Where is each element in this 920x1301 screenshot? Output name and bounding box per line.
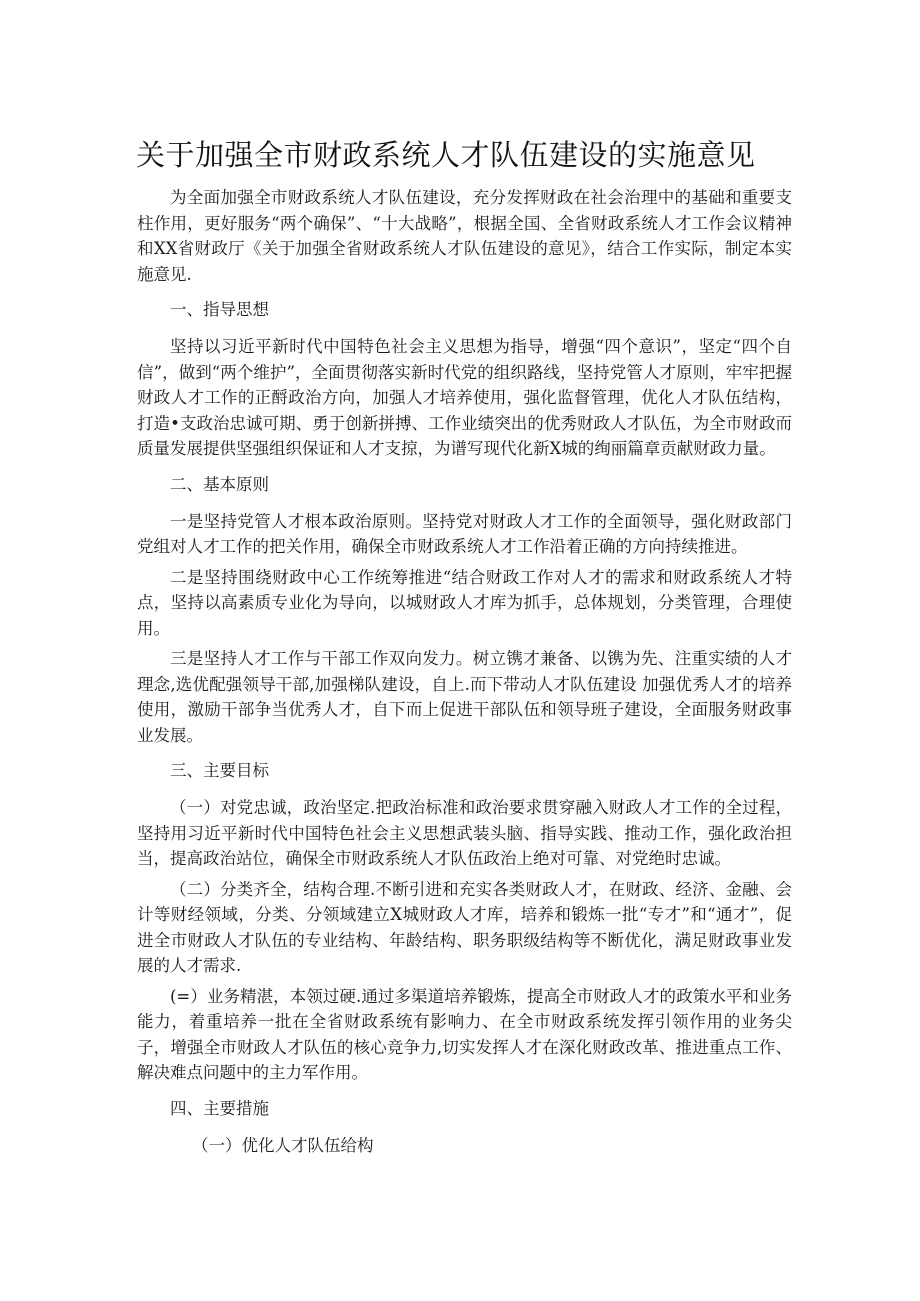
intro-paragraph: 为全面加强全市财政系统人才队伍建设，充分发挥财政在社会治理中的基础和重要支柱作用，更好服务“两个确保”、“十大战略”，根据全国、全省财政系统人才工作会议精神和XX省财政厅《关于加强全省财政系统人才队伍建设的意见》，结合工作实际，制定本实施意见. [137, 188, 792, 284]
goal-paragraph-1: （一）对党忠诚，政治坚定.把政治标准和政治要求贯穿融入财政人才工作的全过程，坚持用习近平新时代中国特色社会主义思想武装头脑、指导实践、推动工作，强化政治担当，提高政治站位，确保全市财政系统人才队伍政治上绝对可靠、对党绝时忠诚。 [137, 798, 792, 868]
measure-subheading-1: （一）优化人才队伍给构 [192, 1135, 374, 1155]
guiding-ideology-paragraph: 坚持以习近平新时代中国特色社会主义思想为指导，增强“四个意识”，坚定“四个自信”，做到“两个维护”，全面贯彻落实新时代党的组织路线，坚持党管人才原则，牢牢把握财政人才工作的正酹政治方向，加强人才培养使用，强化监督管理，优化人才队伍结构，打造•支政治忠诚可期、勇于创新拼搏、工作业绩突出的优秀财政人才队伍，为全市财政而质量发展提供坚强组织保证和人才支掠，为谱写现代化新X城的绚丽篇章贡献财政力量。 [137, 337, 792, 458]
document-title: 关于加强全市财政系统人才队伍建设的实施意见 [136, 138, 756, 172]
goal-paragraph-3: (=）业务精湛，本领过硬.通过多渠道培养锻炼，提高全市财政人才的政策水平和业务能力，着重培养一批在全省财政系统有影响力、在全市财政系统发挥引领作用的业务尖子，增强全市财政人才队伍的核心竞争力,切实发挥人才在深化财政改革、推进重点工作、解决难点问题中的主力军作用。 [137, 986, 792, 1082]
section-heading-basic-principles: 二、基本原则 [170, 474, 269, 494]
section-heading-guiding-ideology: 一、指导思想 [170, 300, 269, 319]
goal-paragraph-2: （二）分类齐全，结构合理.不断引进和充实各类财政人才，在财政、经济、金融、会计等财经领域，分类、分领域建立X城财政人才库，培养和锻炼一批“专才”和“通才”，促进全市财政人才队伍的专业结构、年龄结构、职务职级结构等不断优化，满足财政事业发展的人才需求. [137, 879, 792, 975]
document-body [137, 185, 792, 1158]
principle-paragraph-1: 一是坚持党管人才根本政治原则。坚持党对财政人才工作的全面领导，强化财政部门党组对人才工作的把关作用，确保全市财政系统人才工作沿着正确的方向持续推进。 [137, 511, 792, 556]
section-heading-main-measures: 四、主要措施 [170, 1098, 269, 1118]
principle-paragraph-3: 三是坚持人才工作与干部工作双向发力。树立镌才兼备、以镌为先、注重实绩的人才理念,选优配强领导干部,加强梯队建设，自上.而下带动人才队伍建设 加强优秀人才的培养使用，激励干部争当优秀人才，自下而上促进干部队伍和领导班子建设，全面服务财政事业发展。 [137, 649, 792, 745]
section-heading-main-goals: 三、主要目标 [170, 761, 269, 780]
principle-paragraph-2: 二是坚持围绕财政中心工作统筹推进“结合财政工作对人才的需求和财政系统人才特点，坚持以高素质专业化为导向，以城财政人才库为抓手，总体规划，分类管理，合理使用。 [137, 567, 792, 638]
